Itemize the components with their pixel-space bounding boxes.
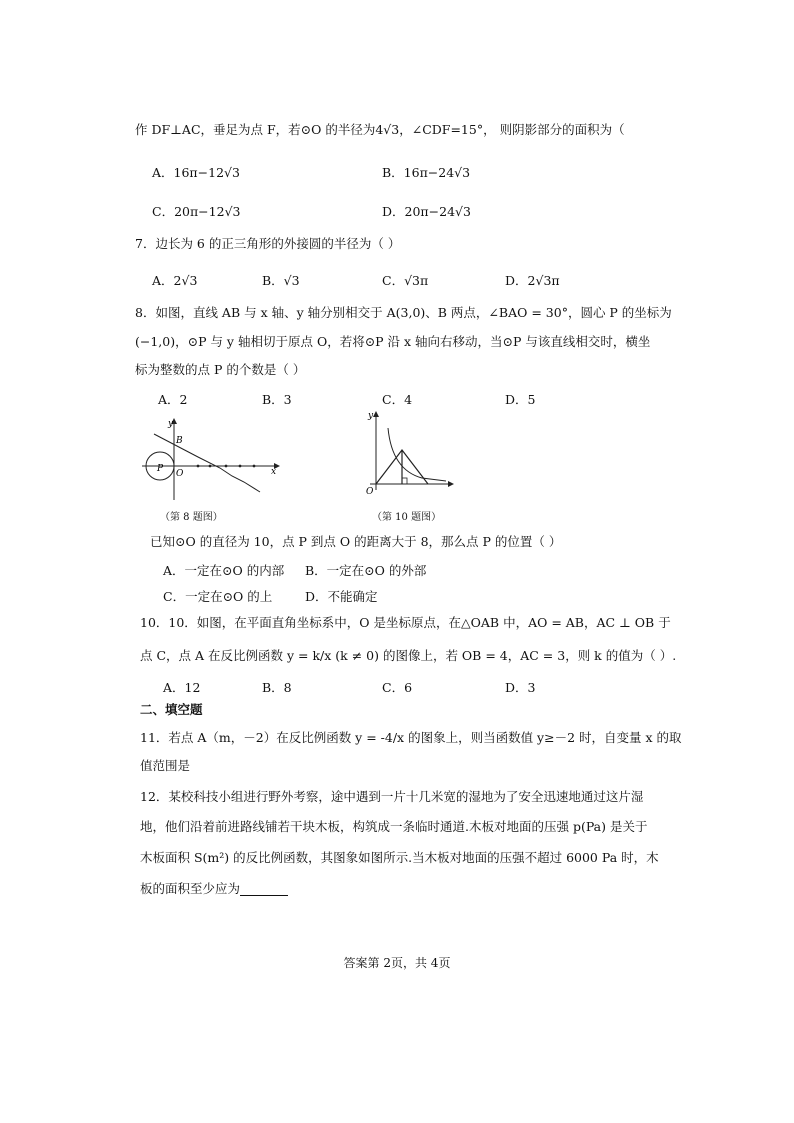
q11-line-2: 值范围是 [140,758,191,773]
q10-line-2: 点 C，点 A 在反比例函数 y = k/x (k ≠ 0) 的图像上，若 OB = 4，AC = 3，则 k 的值为（ ）. [140,648,677,663]
q8-option-b: B．3 [262,392,292,407]
fig8-label-x: x [271,467,277,477]
fig10-label-y: y [368,411,374,421]
q7-option-c: C．√3π [382,273,429,288]
q10-line-1: 10．10．如图，在平面直角坐标系中，O 是坐标原点，在△OAB 中，AO = AB，AC ⊥ OB 于 [140,615,671,630]
q12-line-1: 12．某校科技小组进行野外考察，途中遇到一片十几米宽的湿地为了安全迅速地通过这片湿 [140,789,644,804]
fig10-x-arrow [448,481,454,487]
q9-option-d: D．不能确定 [305,589,378,604]
fig10-caption: （第 10 题图） [372,512,442,523]
fig10-y-arrow [373,411,379,417]
q10-option-b: B．8 [262,680,292,695]
q6-option-b: B．16π−24√3 [382,165,471,180]
q6-option-d: D．20π−24√3 [382,204,471,219]
q8-line-2: (−1,0)，⊙P 与 y 轴相切于原点 O，若将⊙P 沿 x 轴向右移动，当⊙P 与该直线相交时，横坐 [135,334,651,349]
q7-option-d: D．2√3π [505,273,560,288]
q9-option-a: A．一定在⊙O 的内部 [163,563,285,578]
q8-option-a: A．2 [158,392,188,407]
fig10-label-o: O [366,487,374,497]
q12-line-2: 地，他们沿着前进路线铺若干块木板，构筑成一条临时通道.木板对地面的压强 p(Pa) 是关于 [140,819,648,834]
q8-option-d: D．5 [505,392,536,407]
figure-8 [140,412,285,502]
q10-option-d: D．3 [505,680,536,695]
figure-10 [362,408,462,500]
fig8-label-p: P [157,464,164,474]
q7-option-b: B．√3 [262,273,300,288]
q12-answer-blank [240,883,288,896]
q8-line-1: 8．如图，直线 AB 与 x 轴、y 轴分别相交于 A(3,0)、B 两点，∠BAO = 30°，圆心 P 的坐标为 [135,305,672,320]
q6-stem: 作 DF⊥AC，垂足为点 F，若⊙O 的半径为4√3，∠CDF=15°， 则阴影部分的面积为（ [135,122,625,137]
q11-line-1: 11．若点 A（m，－2）在反比例函数 y = -4/x 的图象上，则当函数值 y≥－2 时，自变量 x 的取 [140,730,682,745]
q12-line-3: 木板面积 S(m²) 的反比例函数，其图象如图所示.当木板对地面的压强不超过 6000 Pa 时，木 [140,850,659,865]
section-heading-fill-in: 二、填空题 [140,702,203,717]
q9-option-b: B．一定在⊙O 的外部 [305,563,427,578]
q7-stem: 7．边长为 6 的正三角形的外接圆的半径为（ ） [135,236,401,251]
fig10-hyperbola [388,428,446,481]
page-footer: 答案第 2页，共 4页 [343,956,451,970]
q6-option-c: C．20π−12√3 [152,204,241,219]
q8-option-c: C．4 [382,392,413,407]
fig8-label-b: B [176,436,183,446]
q8-line-3: 标为整数的点 P 的个数是（ ） [135,362,306,377]
fig8-label-o: O [176,469,184,479]
q9-option-c: C．一定在⊙O 的上 [163,589,273,604]
fig8-label-y: y [168,419,174,429]
fig8-caption: （第 8 题图） [160,512,223,523]
q12-line-4-text: 板的面积至少应为 [140,881,241,896]
q12-line-4 [140,881,288,896]
q7-option-a: A．2√3 [152,273,198,288]
q10-option-c: C．6 [382,680,413,695]
q10-option-a: A．12 [163,680,201,695]
q9-stem: 已知⊙O 的直径为 10，点 P 到点 O 的距离大于 8，那么点 P 的位置（ ） [150,534,562,549]
fig8-line-ab [154,434,260,492]
q6-option-a: A．16π−12√3 [152,165,240,180]
